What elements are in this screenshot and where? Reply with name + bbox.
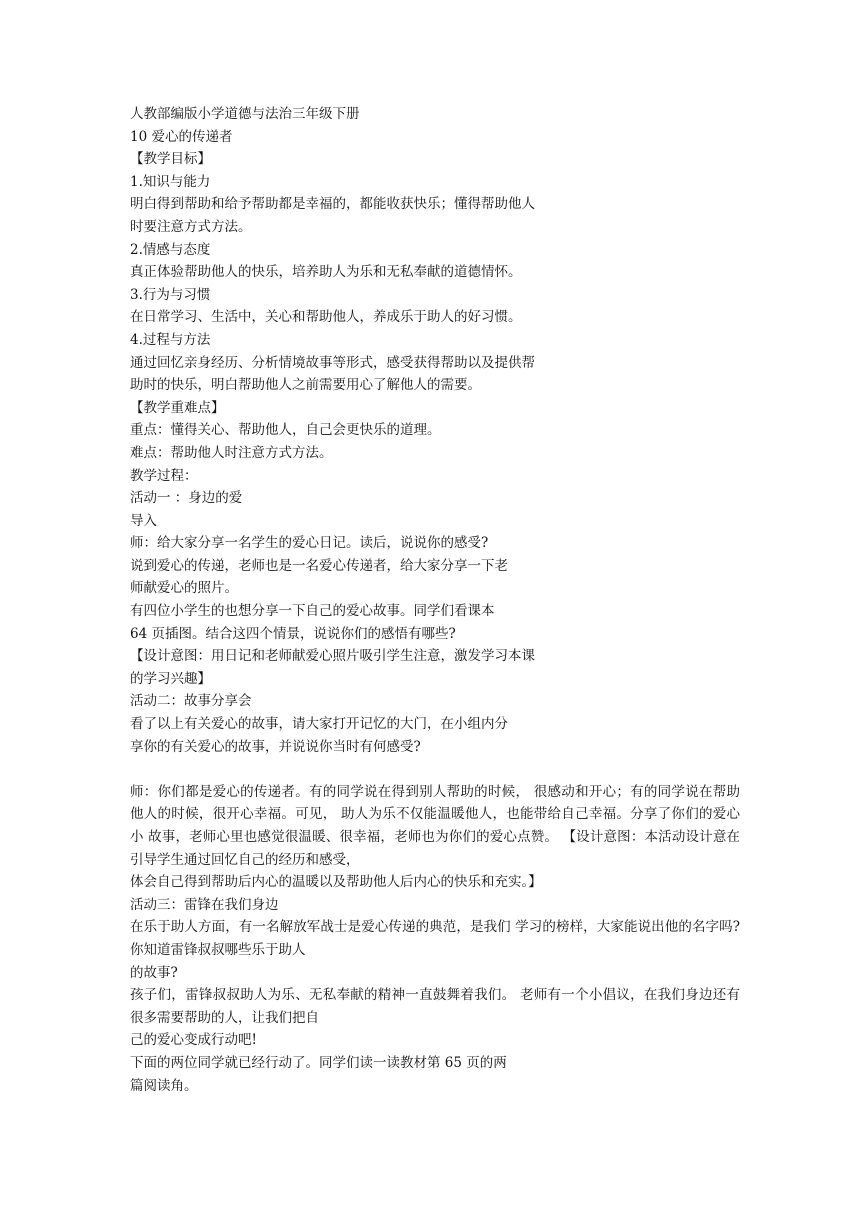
text-line: 有四位小学生的也想分享一下自己的爱心故事。同学们看课本 <box>130 603 495 620</box>
design-intent-line: 【设计意图：用日记和老师献爱心照片吸引学生注意，激发学习本课 <box>130 648 535 665</box>
text-line: 真正体验帮助他人的快乐，培养助人为乐和无私奉献的道德情怀。 <box>130 264 522 281</box>
document-page <box>130 103 740 1097</box>
goal-behavior-heading: 3.行为与习惯 <box>130 286 211 303</box>
activity1-title: 活动一 ：身边的爱 <box>130 490 243 507</box>
text-line: 体会自己得到帮助后内心的温暖以及帮助他人后内心的快乐和充实。】 <box>130 874 542 891</box>
intro-label: 导入 <box>130 512 157 529</box>
lesson-title: 10 爱心的传递者 <box>130 128 233 145</box>
text-line: 师：给大家分享一名学生的爱心日记。读后，说说你的感受? <box>130 535 489 552</box>
text-line: 下面的两位同学就已经行动了。同学们读一读教材第 65 页的两 <box>130 1054 507 1071</box>
difficult-point: 难点：帮助他人时注意方式方法。 <box>130 444 333 461</box>
teacher-paragraph: 师：你们都是爱心的传递者。有的同学说在得到别人帮助的时候， 很感动和开心；有的同学说在帮助他人的时候，很开心幸福。可见， 助人为乐不仅能温暖他人，也能带给自己幸福。分享了你们的爱心小 故事，老师心里也感觉很温暖、很幸福，老师也为你们的爱心点赞。 【设计意图：本活动设计意在引导学生通过回忆自己的经历和感受， <box>130 783 740 868</box>
text-line: 时要注意方式方法。 <box>130 218 252 235</box>
heading-key-points: 【教学重难点】 <box>130 399 225 416</box>
text-line: 明白得到帮助和给予帮助都是幸福的，都能收获快乐；懂得帮助他人 <box>130 196 535 213</box>
goal-knowledge-heading: 1.知识与能力 <box>130 173 211 190</box>
text-line: 看了以上有关爱心的故事，请大家打开记忆的大门，在小组内分 <box>130 716 508 733</box>
goal-process-heading: 4.过程与方法 <box>130 331 211 348</box>
text-line: 篇阅读角。 <box>130 1077 198 1094</box>
leifeng-paragraph: 在乐于助人方面，有一名解放军战士是爱心传递的典范，是我们 学习的榜样，大家能说出他的名字吗?你知道雷锋叔叔哪些乐于助人 <box>130 919 740 958</box>
goal-emotion-heading: 2.情感与态度 <box>130 241 211 258</box>
design-intent-line: 的学习兴趣】 <box>130 670 211 687</box>
text-line: 通过回忆亲身经历、分析情境故事等形式，感受获得帮助以及提供帮 <box>130 354 535 371</box>
text-line: 的故事? <box>130 964 178 981</box>
heading-teaching-process: 教学过程： <box>130 467 198 484</box>
blank-line <box>130 758 740 781</box>
text-line: 说到爱心的传递，老师也是一名爱心传递者，给大家分享一下老 <box>130 557 508 574</box>
text-line: 师献爱心的照片。 <box>130 580 238 597</box>
text-line: 在日常学习、生活中，关心和帮助他人，养成乐于助人的好习惯。 <box>130 309 522 326</box>
heading-teaching-goals: 【教学目标】 <box>130 151 211 168</box>
activity2-title: 活动二：故事分享会 <box>130 693 252 710</box>
text-line: 己的爱心变成行动吧! <box>130 1032 257 1049</box>
text-line: 64 页插图。结合这四个情景，说说你们的感悟有哪些? <box>130 625 456 642</box>
children-paragraph: 孩子们，雷锋叔叔助人为乐、无私奉献的精神一直鼓舞着我们。 老师有一个小倡议，在我们身边还有很多需要帮助的人，让我们把自 <box>130 987 740 1026</box>
text-line: 享你的有关爱心的故事，并说说你当时有何感受? <box>130 738 421 755</box>
key-point: 重点：懂得关心、帮助他人，自己会更快乐的道理。 <box>130 422 441 439</box>
text-line: 助时的快乐，明白帮助他人之前需要用心了解他人的需要。 <box>130 377 481 394</box>
activity3-title: 活动三：雷锋在我们身边 <box>130 896 279 913</box>
document-title: 人教部编版小学道德与法治三年级下册 <box>130 106 360 122</box>
